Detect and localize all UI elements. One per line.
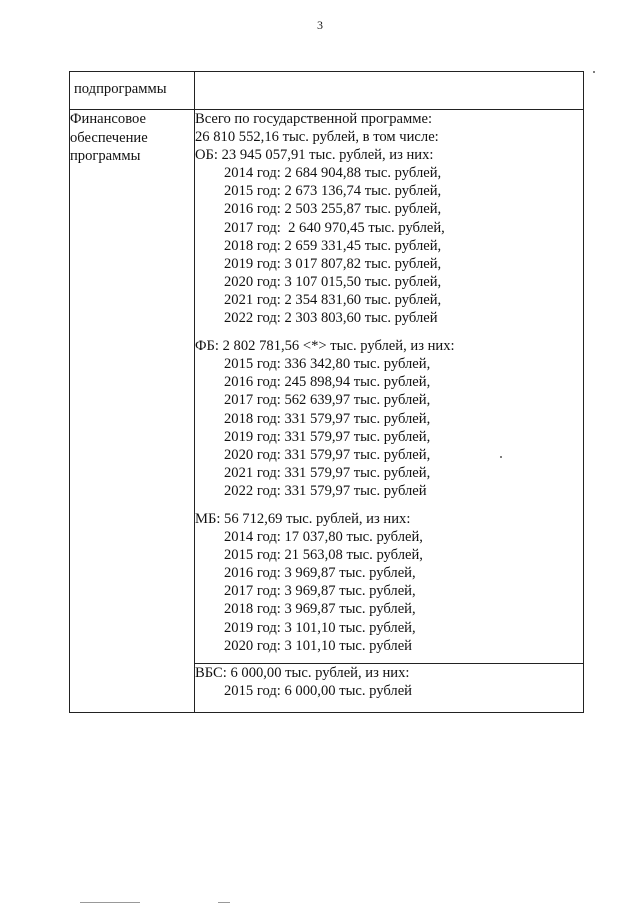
scan-edge-mark (218, 902, 230, 903)
page-number: 3 (317, 18, 323, 32)
fb-year-line: 2018 год: 331 579,97 тыс. рублей, (224, 410, 431, 427)
total-line: Всего по государственной программе: (195, 111, 433, 127)
table-row (70, 110, 584, 664)
ob-year-line: 2020 год: 3 107 015,50 тыс. рублей, (224, 273, 442, 290)
ob-year-line: 2019 год: 3 017 807,82 тыс. рублей, (224, 255, 442, 272)
ob-year-line: 2015 год: 2 673 136,74 тыс. рублей, (224, 183, 442, 200)
ob-year-line: 2014 год: 2 684 904,88 тыс. рублей, (224, 165, 442, 182)
total-block (195, 110, 583, 146)
row-label: подпрограммы (74, 81, 167, 97)
vbs-header: ВБС: 6 000,00 тыс. рублей, из них: (195, 664, 410, 681)
row-label-cell (70, 72, 195, 110)
fb-year-line: 2017 год: 562 639,97 тыс. рублей, (224, 392, 431, 409)
fb-year-line: 2020 год: 331 579,97 тыс. рублей, (224, 446, 431, 463)
fb-year-line: 2019 год: 331 579,97 тыс. рублей, (224, 428, 431, 445)
mb-year-line: 2018 год: 3 969,87 тыс. рублей, (224, 601, 416, 618)
vbs-year-line: 2015 год: 6 000,00 тыс. рублей (224, 682, 412, 699)
ob-year-line: 2016 год: 2 503 255,87 тыс. рублей, (224, 201, 442, 218)
ob-year-line: 2018 год: 2 659 331,45 тыс. рублей, (224, 237, 442, 254)
row-label-line: Финансовое (70, 111, 146, 127)
fb-header: ФБ: 2 802 781,56 <*> тыс. рублей, из них: (195, 338, 455, 355)
fb-year-line: 2022 год: 331 579,97 тыс. рублей (224, 482, 427, 499)
table-row (70, 72, 584, 110)
mb-year-line: 2014 год: 17 037,80 тыс. рублей, (224, 529, 423, 546)
ob-year-line: 2017 год: 2 640 970,45 тыс. рублей, (224, 219, 445, 236)
row-label-line: обеспечение (70, 129, 148, 146)
mb-header: МБ: 56 712,69 тыс. рублей, из них: (195, 510, 411, 527)
funding-details-cell (195, 110, 584, 664)
fb-year-line: 2015 год: 336 342,80 тыс. рублей, (224, 356, 431, 373)
mb-year-line: 2017 год: 3 969,87 тыс. рублей, (224, 583, 416, 600)
empty-value-cell (195, 72, 584, 110)
mb-year-line: 2015 год: 21 563,08 тыс. рублей, (224, 547, 423, 564)
mb-year-line: 2020 год: 3 101,10 тыс. рублей (224, 637, 412, 654)
vbs-cell (195, 663, 584, 712)
row-label-line: программы (70, 148, 141, 164)
ob-year-line: 2021 год: 2 354 831,60 тыс. рублей, (224, 291, 442, 308)
total-line: 26 810 552,16 тыс. рублей, в том числе: (195, 129, 439, 146)
fb-block (195, 337, 583, 500)
ob-header: ОБ: 23 945 057,91 тыс. рублей, из них: (195, 147, 434, 164)
mb-year-line: 2019 год: 3 101,10 тыс. рублей, (224, 619, 416, 636)
ob-block (195, 146, 583, 327)
passport-table (69, 71, 584, 713)
scan-speck (593, 71, 595, 73)
mb-year-line: 2016 год: 3 969,87 тыс. рублей, (224, 565, 416, 582)
fb-year-line: 2016 год: 245 898,94 тыс. рублей, (224, 374, 431, 391)
ob-year-line: 2022 год: 2 303 803,60 тыс. рублей (224, 310, 438, 327)
scan-edge-mark (80, 902, 140, 903)
fb-year-line: 2021 год: 331 579,97 тыс. рублей, (224, 464, 431, 481)
row-label-cell (70, 110, 195, 713)
mb-block (195, 510, 583, 663)
